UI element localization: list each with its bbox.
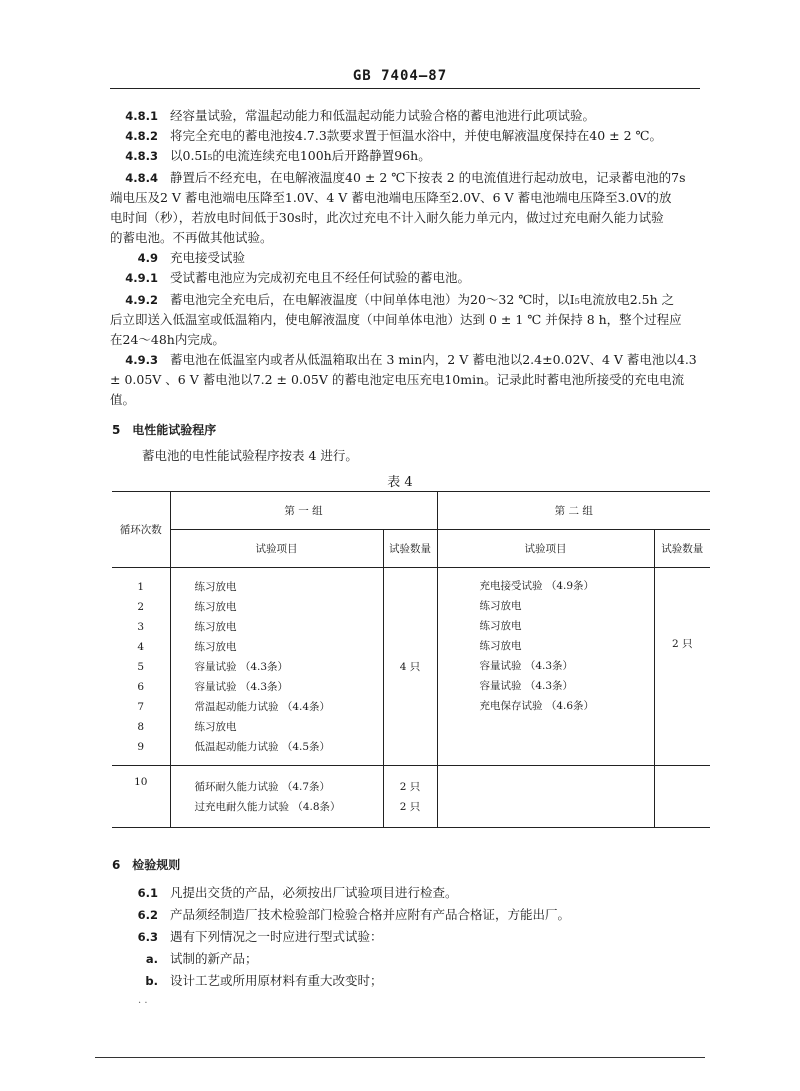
cycle-number: 5	[137, 660, 145, 673]
clause-text: 遇有下列情况之一时应进行型式试验：	[170, 929, 383, 944]
test-item: 容量试验 （4.3条）	[479, 680, 574, 692]
paragraph-4-8-2	[118, 126, 716, 146]
cycle-number: 8	[137, 720, 145, 733]
clause-number: a.	[145, 952, 158, 966]
cycle-number: 7	[137, 700, 145, 713]
cycle-number: 3	[137, 620, 145, 633]
cycle-number: 1	[137, 580, 145, 593]
paragraph-4-9-1	[118, 268, 716, 288]
cycle-number-10: 10	[112, 766, 170, 828]
clause-text: 静置后不经充电，在电解液温度40 ± 2 ℃下按表 2 的电流值进行起动放电，记录蓄电池的7s	[170, 170, 686, 185]
section-6-heading	[112, 855, 710, 875]
row-10-quantities	[383, 766, 437, 828]
test-item: 容量试验 （4.3条）	[194, 680, 289, 693]
test-item: 低温起动能力试验 （4.5条）	[194, 740, 331, 753]
test-item: 练习放电	[479, 620, 522, 632]
section-number: 5	[112, 423, 121, 437]
test-item: 练习放电	[479, 600, 522, 612]
scan-mark: · ·	[138, 998, 148, 1009]
group-1-quantity: 4 只	[383, 568, 437, 766]
test-item: 练习放电	[194, 720, 237, 733]
section-title: 电性能试验程序	[132, 423, 217, 437]
clause-text: 产品须经制造厂技术检验部门检验合格并应附有产品合格证，方能出厂。	[170, 907, 571, 922]
clause-text-line: 的蓄电池。不再做其他试验。	[110, 230, 273, 245]
section-5-heading	[112, 420, 710, 440]
clause-text: 蓄电池在低温室内或者从低温箱取出在 3 min内，2 V 蓄电池以2.4±0.02V、4 V 蓄电池以4.3	[170, 352, 697, 367]
clause-number: 4.9.2	[125, 293, 158, 307]
paragraph-4-8-1	[118, 106, 716, 126]
group-1-items	[170, 568, 383, 766]
paragraph-4-8-3	[118, 146, 716, 166]
table-4	[112, 491, 710, 828]
header-qty-2: 试验数量	[654, 530, 710, 568]
section-title: 检验规则	[132, 858, 181, 872]
header-item-1: 试验项目	[170, 530, 383, 568]
cycle-number: 9	[137, 740, 145, 753]
paragraph-4-8-4	[110, 168, 716, 248]
test-item: 练习放电	[194, 640, 237, 653]
cycle-number: 6	[137, 680, 145, 693]
test-quantity: 2 只	[399, 780, 421, 793]
test-item: 容量试验 （4.3条）	[479, 660, 574, 672]
clause-number: b.	[145, 974, 158, 988]
clause-number: 4.8.2	[125, 129, 158, 143]
clause-number: 4.9	[137, 251, 158, 265]
clause-text: 将完全充电的蓄电池按4.7.3款要求置于恒温水浴中，并使电解液温度保持在40 ± 2 ℃。	[170, 128, 663, 143]
empty-cell	[654, 766, 710, 828]
clause-text: 试制的新产品；	[170, 951, 258, 966]
test-item: 过充电耐久能力试验 （4.8条）	[194, 800, 341, 813]
clause-text: 凡提出交货的产品，必须按出厂试验项目进行检查。	[170, 885, 458, 900]
clause-text: 蓄电池完全充电后，在电解液温度（中间单体电池）为20～32 ℃时，以I₅电流放电2.5h 之	[170, 292, 675, 307]
clause-6-1	[118, 883, 716, 903]
clause-6-3-b	[118, 971, 716, 991]
test-item: 容量试验 （4.3条）	[194, 660, 289, 673]
clause-text-line: 电时间（秒），若放电时间低于30s时，此次过充电不计入耐久能力单元内，做过过充电耐久能力试验	[110, 210, 664, 225]
header-group-2: 第 二 组	[437, 492, 710, 530]
clause-text: 设计工艺或所用原材料有重大改变时；	[170, 973, 383, 988]
clause-6-3	[118, 927, 716, 947]
group-2-items	[437, 568, 654, 766]
clause-number: 4.8.3	[125, 149, 158, 163]
test-item: 常温起动能力试验 （4.4条）	[194, 700, 331, 713]
test-item: 充电保存试验 （4.6条）	[479, 700, 595, 712]
section-number: 6	[112, 858, 121, 872]
clause-number: 4.9.1	[125, 271, 158, 285]
paragraph-4-9	[118, 248, 716, 268]
clause-number: 6.3	[137, 930, 158, 944]
cycle-number: 4	[137, 640, 145, 653]
paragraph-4-9-2	[110, 290, 716, 350]
clause-text-line: 端电压及2 V 蓄电池端电压降至1.0V、4 V 蓄电池端电压降至2.0V、6 V 蓄电池端电压降至3.0V的放	[110, 190, 672, 205]
clause-text-line: 在24～48h内完成。	[110, 332, 225, 347]
clause-number: 4.8.4	[125, 171, 158, 185]
test-item: 循环耐久能力试验 （4.7条）	[194, 780, 331, 793]
header-item-2: 试验项目	[437, 530, 654, 568]
paragraph-4-9-3	[110, 350, 716, 410]
test-item: 练习放电	[194, 580, 237, 593]
header-rule	[110, 88, 700, 89]
document-header: GB 7404—87	[352, 68, 448, 84]
clause-text-line: 后立即送入低温室或低温箱内，使电解液温度（中间单体电池）达到 0 ± 1 ℃ 并保持 8 h，整个过程应	[110, 312, 682, 327]
clause-number: 6.2	[137, 908, 158, 922]
header-group-1: 第 一 组	[170, 492, 437, 530]
section-5-intro: 蓄电池的电性能试验程序按表 4 进行。	[142, 448, 358, 463]
test-item: 练习放电	[194, 620, 237, 633]
test-quantity: 2 只	[399, 800, 421, 813]
test-item: 充电接受试验 （4.9条）	[479, 580, 595, 592]
clause-6-3-a	[118, 949, 716, 969]
clause-number: 6.1	[137, 886, 158, 900]
clause-6-2	[118, 905, 716, 925]
clause-text-line: ± 0.05V 、6 V 蓄电池以7.2 ± 0.05V 的蓄电池定电压充电10min。记录此时蓄电池所接受的充电电流	[110, 372, 685, 387]
clause-text-line: 值。	[110, 392, 136, 407]
clause-text: 充电接受试验	[170, 250, 246, 265]
header-qty-1: 试验数量	[383, 530, 437, 568]
empty-cell	[437, 766, 654, 828]
cycle-number: 2	[137, 600, 145, 613]
header-cycle: 循环次数	[112, 492, 170, 568]
test-item: 练习放电	[479, 640, 522, 652]
table-caption: 表 4	[387, 475, 413, 490]
clause-text: 受试蓄电池应为完成初充电且不经任何试验的蓄电池。	[170, 270, 471, 285]
clause-text: 以0.5I₅的电流连续充电100h后开路静置96h。	[170, 148, 431, 163]
footer-rule	[95, 1057, 705, 1058]
clause-number: 4.9.3	[125, 353, 158, 367]
cycle-numbers-1-9	[112, 568, 170, 766]
clause-text: 经容量试验，常温起动能力和低温起动能力试验合格的蓄电池进行此项试验。	[170, 108, 596, 123]
test-item: 练习放电	[194, 600, 237, 613]
row-10-items	[170, 766, 383, 828]
group-2-quantity: 2 只	[654, 568, 710, 766]
clause-number: 4.8.1	[125, 109, 158, 123]
